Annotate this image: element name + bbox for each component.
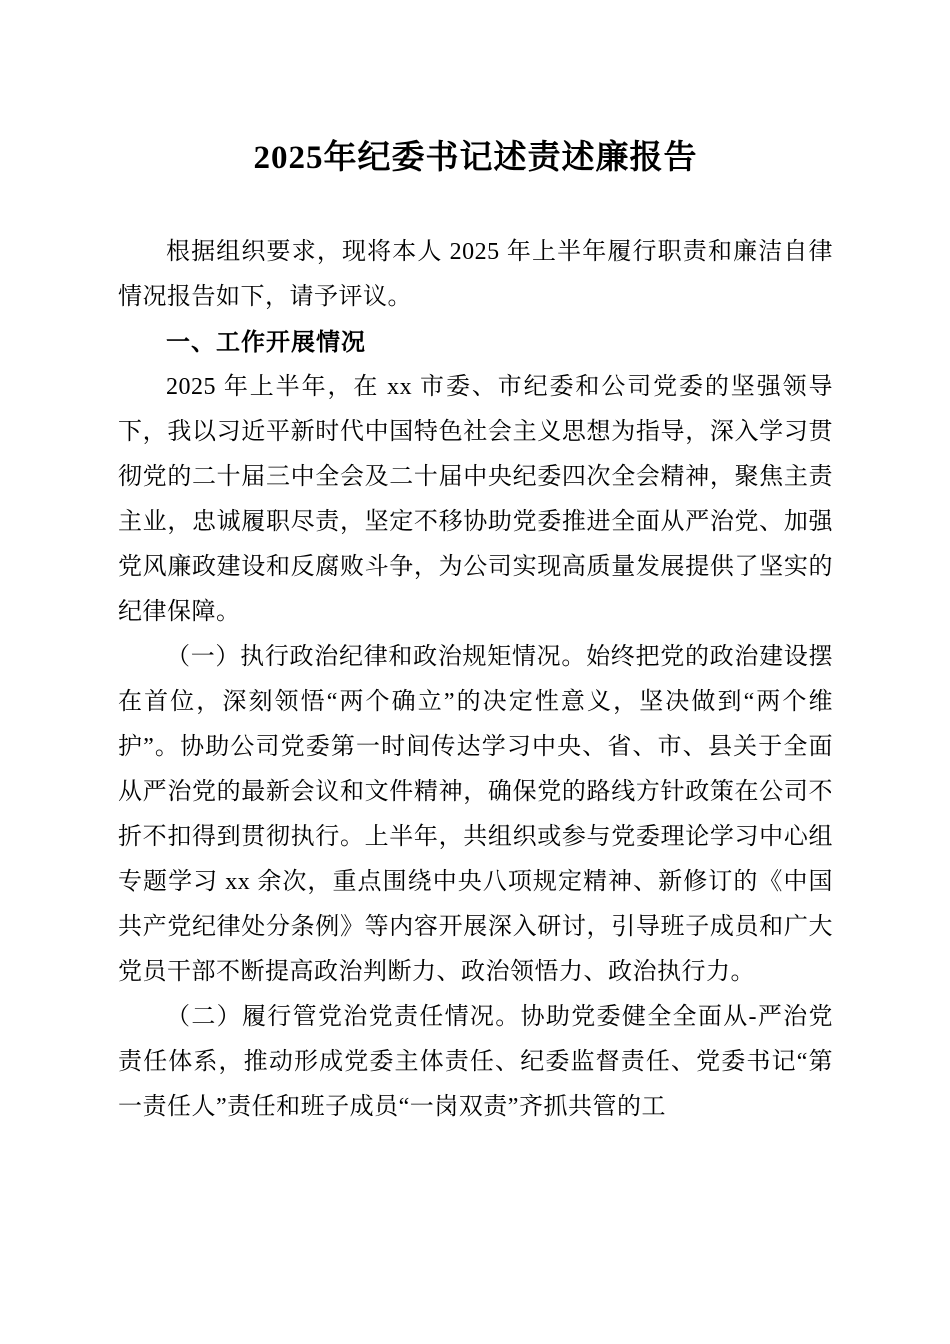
document-title: 2025年纪委书记述责述廉报告 — [253, 140, 698, 176]
paragraph-item-2: （二）履行管党治党责任情况。协助党委健全全面从-严治党责任体系，推动形成党委主体责任、纪委监督责任、党委书记“第一责任人”责任和班子成员“一岗双责”齐抓共管的工 — [118, 1004, 833, 1120]
paragraph-intro: 根据组织要求，现将本人 2025 年上半年履行职责和廉洁自律情况报告如下，请予评议。 — [118, 239, 833, 310]
section-heading-1: 一、工作开展情况 — [166, 329, 366, 356]
paragraph-item-1: （一）执行政治纪律和政治规矩情况。始终把党的政治建设摆在首位，深刻领悟“两个确立”的决定性意义，坚决做到“两个维护”。协助公司党委第一时间传达学习中央、省、市、县关于全面从严治党的最新会议和文件精神，确保党的路线方针政策在公司不折不扣得到贯彻执行。上半年，共组织或参与党委理论学习中心组专题学习 xx 余次，重点围绕中央八项规定精神、新修订的《中国共产党纪律处分条例》等内容开展深入研讨，引导班子成员和广大党员干部不断提高政治判断力、政治领悟力、政治执行力。 — [118, 644, 833, 985]
paragraph-overview: 2025 年上半年，在 xx 市委、市纪委和公司党委的坚强领导下，我以习近平新时代中国特色社会主义思想为指导，深入学习贯彻党的二十届三中全会及二十届中央纪委四次全会精神，聚焦主责主业，忠诚履职尽责，坚定不移协助党委推进全面从严治党、加强党风廉政建设和反腐败斗争，为公司实现高质量发展提供了坚实的纪律保障。 — [118, 374, 833, 625]
